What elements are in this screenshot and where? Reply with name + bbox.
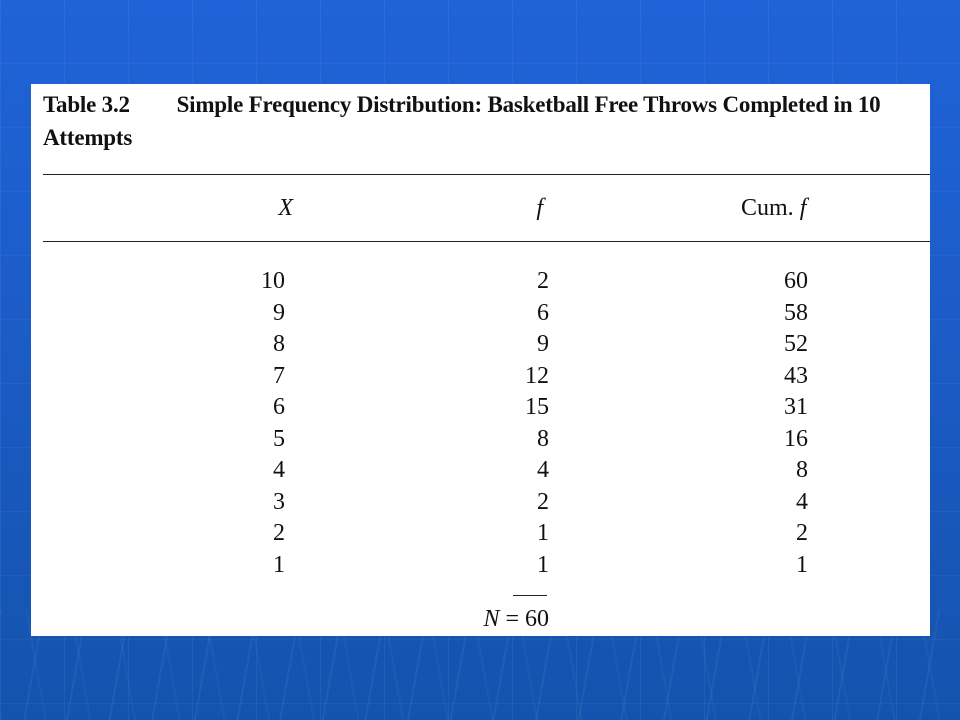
cumulative-header-prefix: Cum. xyxy=(741,195,794,221)
column-header-cumulative-frequency xyxy=(741,194,851,222)
table-row xyxy=(31,455,930,487)
x-value: 3 xyxy=(273,488,285,515)
cumulative-frequency-value: 2 xyxy=(796,520,808,546)
cumulative-header-suffix: f xyxy=(799,195,807,221)
table-row xyxy=(31,329,930,361)
cumulative-frequency-value: 43 xyxy=(784,362,808,389)
frequency-value: 1 xyxy=(537,551,549,578)
frequency-value: 9 xyxy=(537,331,549,357)
total-value: = 60 xyxy=(505,606,549,632)
column-header-x: X xyxy=(278,195,293,221)
x-value: 2 xyxy=(273,520,285,546)
total-rule xyxy=(513,595,547,596)
frequency-value: 1 xyxy=(537,520,549,546)
cumulative-frequency-value: 31 xyxy=(784,394,808,420)
table-row xyxy=(31,518,930,550)
cumulative-frequency-value: 60 xyxy=(784,268,808,294)
frequency-value: 8 xyxy=(537,425,549,452)
frequency-value: 2 xyxy=(537,268,549,294)
frequency-table-body xyxy=(31,266,930,581)
table-row xyxy=(31,424,930,456)
table-row xyxy=(31,392,930,424)
x-value: 1 xyxy=(273,551,285,578)
table-row xyxy=(31,487,930,519)
table-caption: Simple Frequency Distribution: Basketball Free Throws Completed in 10 Attempts xyxy=(43,92,881,150)
frequency-value: 12 xyxy=(525,362,549,389)
cumulative-frequency-value: 52 xyxy=(784,331,808,357)
table-number: Table 3.2 xyxy=(43,92,130,117)
cumulative-frequency-value: 16 xyxy=(784,425,808,452)
cumulative-frequency-value: 8 xyxy=(796,457,808,483)
cumulative-frequency-value: 58 xyxy=(784,299,808,326)
table-row xyxy=(31,298,930,330)
frequency-value: 4 xyxy=(537,457,549,483)
header-rule xyxy=(43,241,930,242)
total-label: N xyxy=(483,606,500,632)
x-value: 9 xyxy=(273,299,285,326)
table-row xyxy=(31,266,930,298)
table-title xyxy=(43,88,923,154)
table-row xyxy=(31,550,930,582)
top-rule xyxy=(43,174,930,175)
cumulative-frequency-value: 1 xyxy=(796,551,808,578)
x-value: 6 xyxy=(273,394,285,420)
x-value: 5 xyxy=(273,425,285,452)
frequency-value: 2 xyxy=(537,488,549,515)
frequency-value: 15 xyxy=(525,394,549,420)
x-value: 8 xyxy=(273,331,285,357)
sample-size-total xyxy=(471,604,549,634)
cumulative-frequency-value: 4 xyxy=(796,488,808,515)
x-value: 7 xyxy=(273,362,285,389)
table-panel xyxy=(31,84,930,636)
column-header-f: f xyxy=(536,195,543,221)
table-row xyxy=(31,361,930,393)
x-value: 4 xyxy=(273,457,285,483)
frequency-value: 6 xyxy=(537,299,549,326)
x-value: 10 xyxy=(261,268,285,294)
